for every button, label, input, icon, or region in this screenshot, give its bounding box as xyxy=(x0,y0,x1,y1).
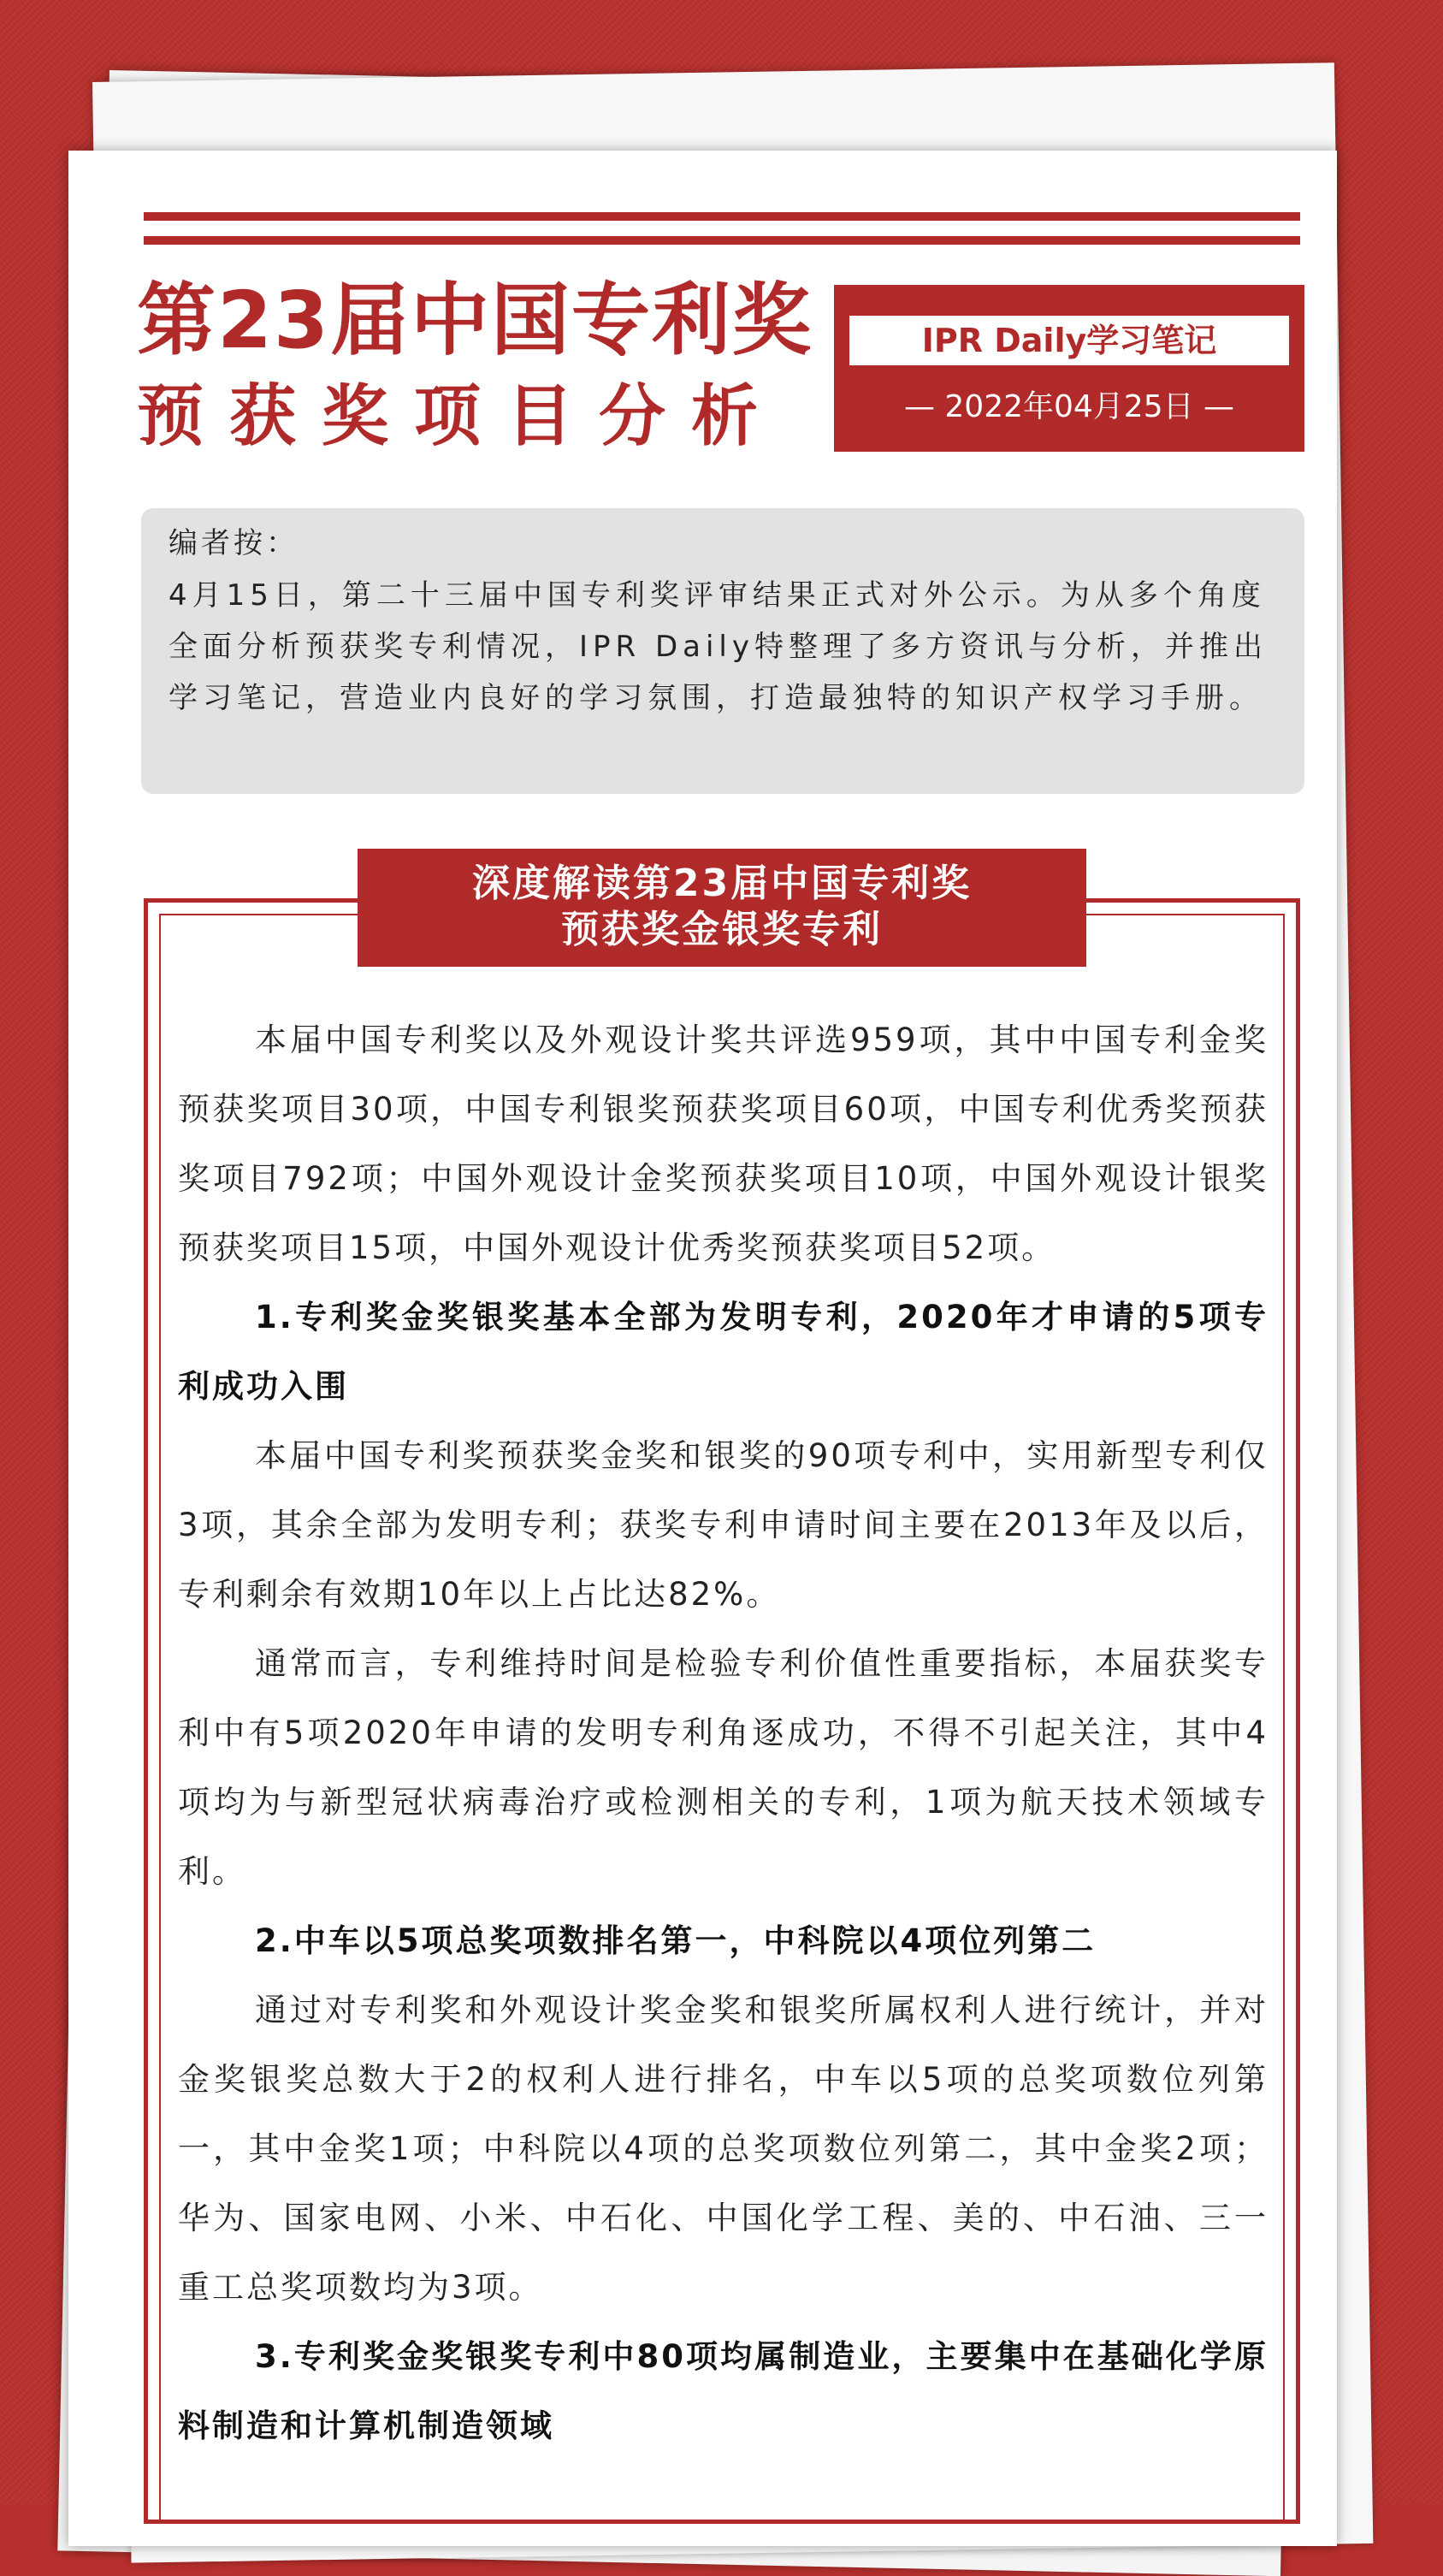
section-heading xyxy=(358,849,1086,967)
header-rule-top xyxy=(144,212,1300,221)
editor-note-title: 编者按： xyxy=(169,526,299,560)
page-subtitle: 预获奖项目分析 xyxy=(137,378,784,455)
article-paragraph: 通过对专利奖和外观设计奖金奖和银奖所属权利人进行统计，并对金奖银奖总数大于2的权利人进行排名，中车以5项的总奖项数位列第一，其中金奖1项；中科院以4项的总奖项数位列第二，其中金奖2项；华为、国家电网、小米、中石化、中国化学工程、美的、中石油、三一重工总奖项数均为3项。 xyxy=(178,1992,1269,2306)
article-subheading: 1.专利奖金奖银奖基本全部为发明专利，2020年才申请的5项专利成功入围 xyxy=(178,1299,1269,1405)
article-paragraph: 本届中国专利奖以及外观设计奖共评选959项，其中中国专利金奖预获奖项目30项，中国专利银奖预获奖项目60项，中国专利优秀奖预获奖项目792项；中国外观设计金奖预获奖项目10项，中国外观设计银奖预获奖项目15项，中国外观设计优秀奖预获奖项目52项。 xyxy=(178,1022,1269,1266)
article-paragraph: 通常而言，专利维持时间是检验专利价值性重要指标，本届获奖专利中有5项2020年申请的发明专利角逐成功，不得不引起关注，其中4项均为与新型冠状病毒治疗或检测相关的专利，1项为航天技术领域专利。 xyxy=(178,1645,1269,1890)
article-paragraph: 本届中国专利奖预获奖金奖和银奖的90项专利中，实用新型专利仅3项，其余全部为发明专利；获奖专利申请时间主要在2013年及以后，专利剩余有效期10年以上占比达82%。 xyxy=(178,1437,1269,1613)
section-heading-line1: 深度解读第23届中国专利奖 xyxy=(471,862,973,905)
badge-label: IPR Daily学习笔记 xyxy=(849,316,1289,365)
source-badge xyxy=(834,285,1304,452)
page-title: 第23届中国专利奖 xyxy=(137,275,813,366)
section-heading-line2: 预获奖金银奖专利 xyxy=(561,908,883,951)
header-rule-bottom xyxy=(144,236,1300,245)
article-subheading: 2.中车以5项总奖项数排名第一，中科院以4项位列第二 xyxy=(255,1922,1097,1959)
editor-note-body: 4月15日，第二十三届中国专利奖评审结果正式对外公示。为从多个角度全面分析预获奖专利情况，IPR Daily特整理了多方资讯与分析，并推出学习笔记，营造业内良好的学习氛围，打造最独特的知识产权学习手册。 xyxy=(169,578,1268,715)
editor-note xyxy=(141,508,1304,794)
badge-date: — 2022年04月25日 — xyxy=(903,389,1235,424)
article-body xyxy=(178,1005,1269,2461)
article-subheading: 3.专利奖金奖银奖专利中80项均属制造业，主要集中在基础化学原料制造和计算机制造领域 xyxy=(178,2338,1269,2444)
